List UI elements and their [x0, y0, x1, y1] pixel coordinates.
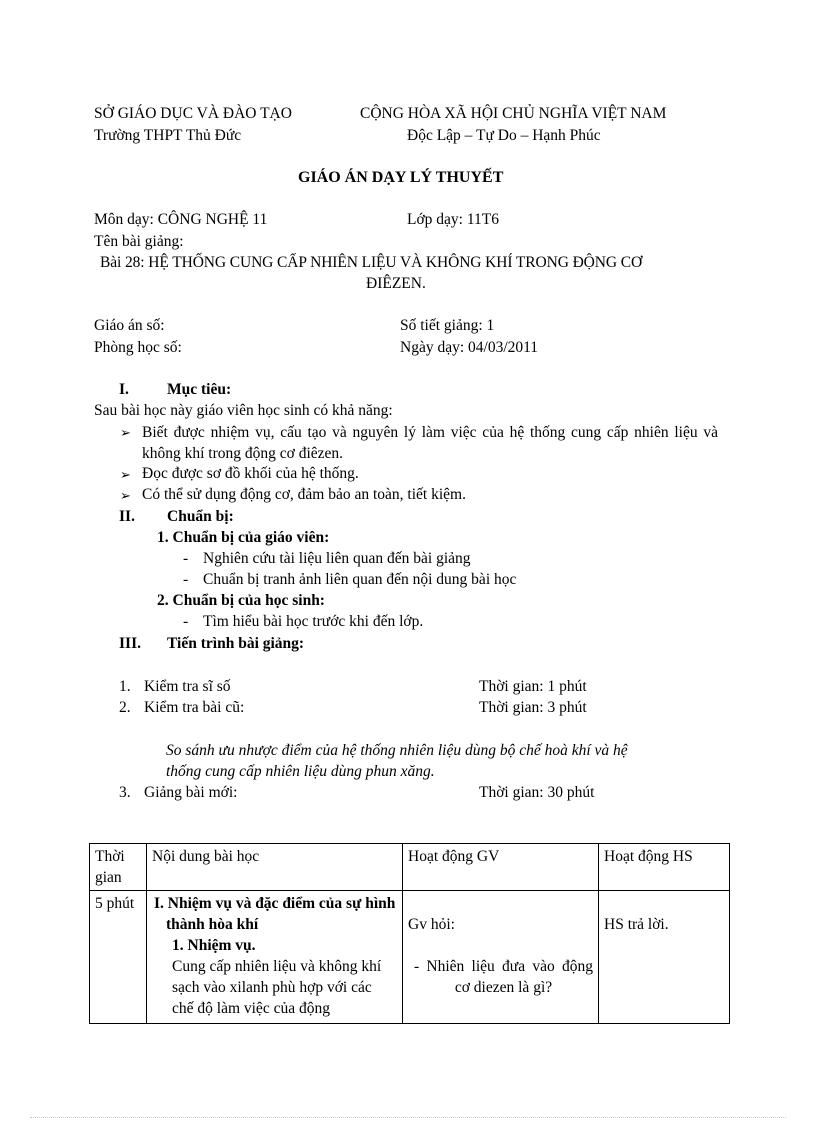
bullet-arrow-icon: ➢: [120, 488, 131, 503]
step-time: Thời gian: 3 phút: [479, 699, 587, 716]
section3-number: III.: [119, 635, 141, 652]
bullet-arrow-icon: ➢: [120, 425, 131, 440]
date-field: Ngày dạy: 04/03/2011: [400, 339, 539, 356]
lesson-name-line1: Bài 28: HỆ THỐNG CUNG CẤP NHIÊN LIỆU VÀ KHÔNG KHÍ TRONG ĐỘNG CƠ: [100, 254, 643, 271]
lesson-name-line2: ĐIÊZEN.: [366, 275, 426, 292]
cell-content: [147, 891, 403, 1024]
step-time: Thời gian: 30 phút: [479, 784, 595, 801]
step-number: 1.: [119, 678, 131, 695]
section1-intro: Sau bài học này giáo viên học sinh có khả năng:: [94, 402, 393, 419]
student-answer: HS trả lời.: [604, 916, 669, 933]
dash: -: [183, 613, 189, 630]
class-field: Lớp dạy: 11T6: [407, 211, 499, 228]
lesson-name-label: Tên bài giảng:: [94, 233, 184, 250]
header-teacher: Hoạt động GV: [403, 844, 599, 891]
teacher-prep-heading: 1. Chuẩn bị của giáo viên:: [157, 529, 330, 546]
country-name: CỘNG HÒA XÃ HỘI CHỦ NGHĨA VIỆT NAM: [360, 105, 667, 122]
step-number: 3.: [119, 784, 131, 801]
periods-field: Số tiết giảng: 1: [400, 317, 495, 334]
section1-number: I.: [119, 381, 129, 398]
review-question-line1: So sánh ưu nhược điểm của hệ thống nhiên liệu dùng bộ chế hoà khí và hệ: [166, 742, 628, 759]
table-row: [90, 891, 730, 1024]
content-title: I. Nhiệm vụ và đặc điểm của sự hình thành hòa khí: [154, 895, 396, 933]
plan-number-field: Giáo án số:: [94, 317, 165, 334]
step-time: Thời gian: 1 phút: [479, 678, 587, 695]
content-text: Cung cấp nhiên liệu và không khí sạch vào xilanh phù hợp với các chế độ làm việc của động: [172, 958, 382, 1017]
cell-student: [599, 891, 730, 1024]
document-title: GIÁO ÁN DẠY LÝ THUYẾT: [298, 169, 504, 186]
dash: -: [183, 571, 189, 588]
national-motto: Độc Lập – Tự Do – Hạnh Phúc: [407, 127, 601, 144]
student-prep-heading: 2. Chuẩn bị của học sinh:: [157, 592, 325, 609]
table-header-row: [90, 844, 730, 891]
step-label: Giảng bài mới:: [144, 784, 238, 801]
page-footer-divider: [30, 1117, 786, 1118]
teacher-question-text: - Nhiên liệu đưa vào động cơ diezen là gì?: [414, 958, 593, 996]
subject-field: Môn dạy: CÔNG NGHỆ 11: [94, 211, 268, 228]
objective-item: Biết được nhiệm vụ, cấu tạo và nguyên lý làm việc của hệ thống cung cấp nhiên liệu và không khí trong động cơ điêzen.: [142, 424, 718, 462]
section2-number: II.: [119, 508, 135, 525]
bullet-arrow-icon: ➢: [120, 467, 131, 482]
header-student: Hoạt động HS: [599, 844, 730, 891]
school-name: Trường THPT Thủ Đức: [94, 127, 242, 144]
cell-time: 5 phút: [90, 891, 147, 1024]
teacher-question-label: Gv hỏi:: [408, 916, 455, 933]
teacher-prep-item: Chuẩn bị tranh ảnh liên quan đến nội dung bài học: [203, 571, 517, 588]
room-field: Phòng học số:: [94, 339, 182, 356]
teacher-prep-item: Nghiên cứu tài liệu liên quan đến bài giảng: [203, 550, 471, 567]
content-subheading: 1. Nhiệm vụ.: [172, 937, 256, 954]
dash: -: [183, 550, 189, 567]
step-label: Kiểm tra sĩ số: [144, 678, 231, 695]
department-name: SỞ GIÁO DỤC VÀ ĐÀO TẠO: [94, 105, 292, 122]
section1-title: Mục tiêu:: [167, 381, 232, 398]
step-number: 2.: [119, 699, 131, 716]
review-question-line2: thống cung cấp nhiên liệu dùng phun xăng.: [166, 763, 435, 780]
cell-teacher: [403, 891, 599, 1024]
objective-item: Đọc được sơ đồ khối của hệ thống.: [142, 465, 359, 482]
step-label: Kiểm tra bài cũ:: [144, 699, 245, 716]
header-content: Nội dung bài học: [147, 844, 403, 891]
lesson-table: [89, 843, 730, 1024]
section2-title: Chuẩn bị:: [167, 508, 234, 525]
objective-item: Có thể sử dụng động cơ, đảm bảo an toàn, tiết kiệm.: [142, 486, 466, 503]
section3-title: Tiến trình bài giảng:: [167, 635, 305, 652]
header-time: Thời gian: [90, 844, 147, 891]
student-prep-item: Tìm hiểu bài học trước khi đến lớp.: [203, 613, 424, 630]
